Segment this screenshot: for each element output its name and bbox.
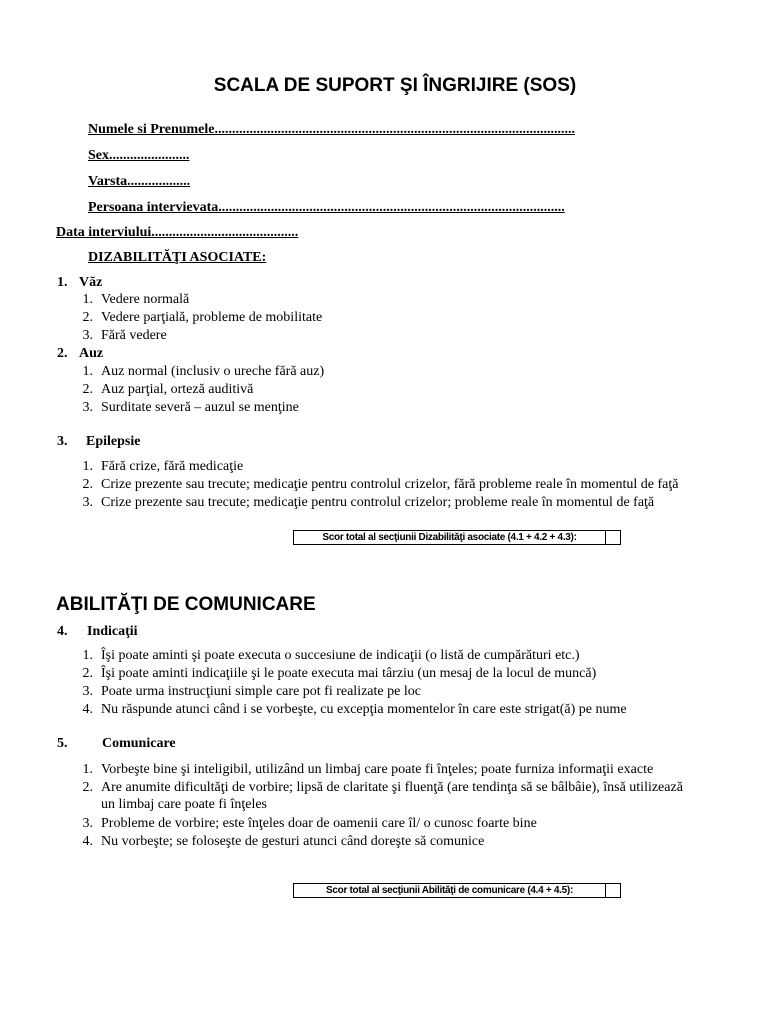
item-text: Îşi poate aminti şi poate executa o succesiune de indicaţii (o listă de cumpărături etc.)	[101, 648, 580, 663]
item-number: 4.	[82, 834, 93, 849]
item-number: 1.	[82, 648, 93, 663]
item-number: 2.	[82, 666, 93, 681]
question-number: 2.	[57, 346, 68, 361]
item-number: 1.	[82, 292, 93, 307]
age-field: Varsta..................	[88, 174, 191, 189]
interview-date-field: Data interviului..........................................	[56, 225, 299, 240]
list-item	[77, 702, 757, 720]
item-text: Crize prezente sau trecute; medicaţie pentru controlul crizelor, fără probleme reale în momentul de faţă	[101, 477, 679, 492]
list-item	[77, 648, 757, 666]
score-label: Scor total al secţiunii Abilităţi de comunicare (4.4 + 4.5):	[294, 884, 606, 897]
item-text: Vedere parţială, probleme de mobilitate	[101, 310, 323, 325]
list-item	[77, 816, 757, 834]
list-item	[77, 292, 757, 310]
list-item	[77, 310, 757, 328]
item-text: Auz normal (inclusiv o ureche fără auz)	[101, 364, 325, 379]
list-item	[77, 382, 757, 400]
item-text: Nu răspunde atunci când i se vorbeşte, cu excepţia momentelor în care este strigat(ă) pe nume	[101, 702, 627, 717]
item-number: 3.	[82, 400, 93, 415]
score-input-cell[interactable]	[605, 884, 620, 897]
item-number: 2.	[82, 310, 93, 325]
list-item	[77, 780, 757, 798]
list-item	[77, 684, 757, 702]
list-item	[77, 495, 757, 513]
item-text: Are anumite dificultăţi de vorbire; lipsă de claritate şi fluenţă (are tendinţa să se bâlbâie), însă utilizează	[101, 780, 683, 795]
item-text: Vedere normală	[101, 292, 190, 307]
item-number: 2.	[82, 780, 93, 795]
list-item	[77, 400, 757, 418]
score-input-cell[interactable]	[605, 531, 620, 544]
list-item	[77, 459, 757, 477]
item-number: 3.	[82, 816, 93, 831]
score-box-communication	[293, 883, 621, 898]
item-text: Crize prezente sau trecute; medicaţie pentru controlul crizelor; probleme reale în momentul de faţă	[101, 495, 655, 510]
item-number: 2.	[82, 382, 93, 397]
item-text: Poate urma instrucţiuni simple care pot fi realizate pe loc	[101, 684, 421, 699]
item-number: 3.	[82, 328, 93, 343]
interviewee-field: Persoana intervievata...................................................................................................	[88, 200, 565, 215]
question-number: 3.	[57, 434, 68, 449]
item-text: Auz parţial, orteză auditivă	[101, 382, 254, 397]
list-item	[77, 762, 757, 780]
list-item	[77, 477, 757, 495]
question-title-hearing: Auz	[79, 346, 104, 361]
score-label: Scor total al secţiunii Dizabilităţi asociate (4.1 + 4.2 + 4.3):	[294, 531, 606, 544]
item-number: 1.	[82, 762, 93, 777]
item-text: Vorbeşte bine şi inteligibil, utilizând un limbaj care poate fi înţeles; poate furniza informaţii exacte	[101, 762, 654, 777]
question-number: 5.	[57, 736, 68, 751]
list-item	[77, 328, 757, 346]
section-heading-communication: ABILITĂŢI DE COMUNICARE	[56, 594, 316, 615]
list-item	[77, 834, 757, 852]
question-number: 1.	[57, 275, 68, 290]
item-text: Fără crize, fără medicaţie	[101, 459, 244, 474]
item-text: Nu vorbeşte; se foloseşte de gesturi atunci când doreşte să comunice	[101, 834, 485, 849]
list-item-continuation: un limbaj care poate fi înţeles	[101, 797, 267, 812]
item-number: 1.	[82, 459, 93, 474]
item-number: 2.	[82, 477, 93, 492]
list-item	[77, 364, 757, 382]
item-text: Probleme de vorbire; este înţeles doar de oamenii care îl/ o cunosc foarte bine	[101, 816, 537, 831]
name-field: Numele si Prenumele.......................................................................................................	[88, 122, 575, 137]
question-number: 4.	[57, 624, 68, 639]
sex-field: Sex.......................	[88, 148, 190, 163]
question-title-vision: Văz	[79, 275, 103, 290]
item-number: 3.	[82, 495, 93, 510]
question-title-communication: Comunicare	[102, 736, 176, 751]
document-title: SCALA DE SUPORT ŞI ÎNGRIJIRE (SOS)	[213, 75, 577, 96]
section-heading-disabilities: DIZABILITĂŢI ASOCIATE:	[88, 250, 267, 265]
question-title-directions: Indicaţii	[87, 624, 138, 639]
question-title-epilepsy: Epilepsie	[86, 434, 141, 449]
item-number: 4.	[82, 702, 93, 717]
item-number: 3.	[82, 684, 93, 699]
list-item	[77, 666, 757, 684]
score-box-disabilities	[293, 530, 621, 545]
item-number: 1.	[82, 364, 93, 379]
item-text: Surditate severă – auzul se menţine	[101, 400, 299, 415]
item-text: Îşi poate aminti indicaţiile şi le poate executa mai târziu (un mesaj de la locul de muncă)	[101, 666, 597, 681]
item-text: Fără vedere	[101, 328, 167, 343]
